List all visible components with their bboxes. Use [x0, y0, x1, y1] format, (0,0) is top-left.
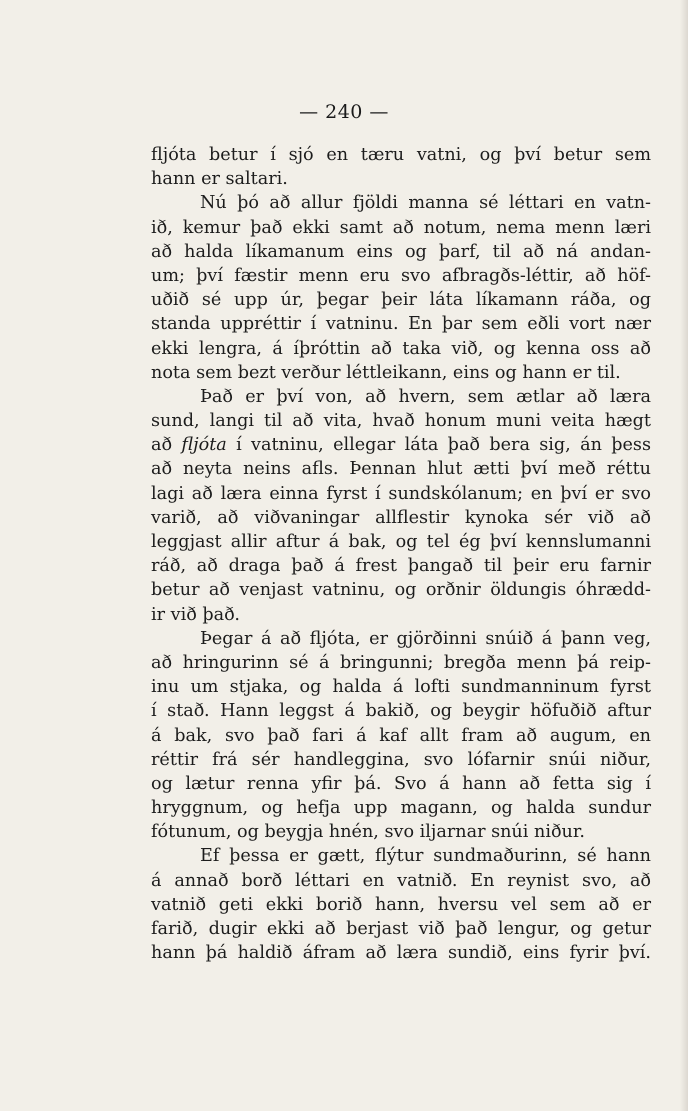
text-line: réttir frá sér handleggina, svo lófarnir snúi niður, [151, 749, 651, 770]
text-line: Ef þessa er gætt, flýtur sundmaðurinn, sé hann [200, 846, 651, 867]
body-text [151, 143, 651, 965]
text-line: Það er því von, að hvern, sem ætlar að læra [200, 386, 651, 407]
text-line: fótunum, og beygja hnén, svo iljarnar snúi niður. [151, 822, 585, 843]
italic-word: fljóta [181, 435, 227, 456]
text-line: sund, langi til að vita, hvað honum muni veita hægt [151, 411, 651, 432]
text-line: og lætur renna yfir þá. Svo á hann að fetta sig í [151, 773, 651, 794]
page-edge-shadow [680, 0, 688, 1111]
text-line: hann er saltari. [151, 169, 288, 190]
text-line: lagi að læra einna fyrst í sundskólanum; en því er svo [151, 483, 651, 504]
text-line: að hringurinn sé á bringunni; bregða menn þá reip- [151, 652, 651, 673]
text-line: hryggnum, og hefja upp magann, og halda sundur [151, 798, 651, 819]
text-line: fljóta betur í sjó en tæru vatni, og því betur sem [151, 145, 651, 165]
text-line: vatnið geti ekki borið hann, hversu vel sem að er [151, 894, 651, 915]
text-line [151, 433, 651, 457]
text-line: Þegar á að fljóta, er gjörðinni snúið á þann veg, [200, 628, 651, 649]
text-line: að halda líkamanum eins og þarf, til að ná andan- [151, 241, 651, 262]
text-line: á bak, svo það fari á kaf allt fram að augum, en [151, 725, 651, 746]
text-line: inu um stjaka, og halda á lofti sundmanninum fyrst [151, 677, 651, 698]
text-line: á annað borð léttari en vatnið. En reynist svo, að [151, 870, 651, 891]
text-segment: í vatninu, ellegar láta það bera sig, án þess [226, 435, 651, 456]
text-line: um; því fæstir menn eru svo afbragðs-léttir, að höf- [151, 265, 651, 286]
text-line: ráð, að draga það á frest þangað til þeir eru farnir [151, 556, 651, 577]
page-number: — 240 — [299, 101, 389, 123]
text-line: farið, dugir ekki að berjast við það lengur, og getur [151, 919, 651, 939]
text-line: ið, kemur það ekki samt að notum, nema menn læri [151, 217, 651, 238]
text-line: standa uppréttir í vatninu. En þar sem eðli vort nær [151, 314, 651, 335]
text-line: nota sem bezt verður léttleikann, eins og hann er til. [151, 362, 621, 383]
text-line: Nú þó að allur fjöldi manna sé léttari en vatn- [200, 193, 651, 214]
text-line: í stað. Hann leggst á bakið, og beygir höfuðið aftur [151, 701, 651, 722]
text-line: að neyta neins afls. Þennan hlut ætti því með réttu [151, 459, 651, 480]
text-line: ekki lengra, á íþróttin að taka við, og kenna oss að [151, 338, 651, 359]
text-line: leggjast allir aftur á bak, og tel ég því kennslumanni [151, 532, 651, 552]
text-line: ir við það. [151, 604, 241, 625]
text-line: uðið sé upp úr, þegar þeir láta líkamann ráða, og [151, 290, 651, 311]
text-segment: að [151, 435, 182, 456]
text-line: hann þá haldið áfram að læra sundið, eins fyrir því. [151, 943, 651, 964]
text-line: varið, að viðvaningar allflestir kynoka sér við að [151, 507, 651, 528]
text-line: betur að venjast vatninu, og orðnir öldungis óhrædd- [151, 580, 651, 601]
